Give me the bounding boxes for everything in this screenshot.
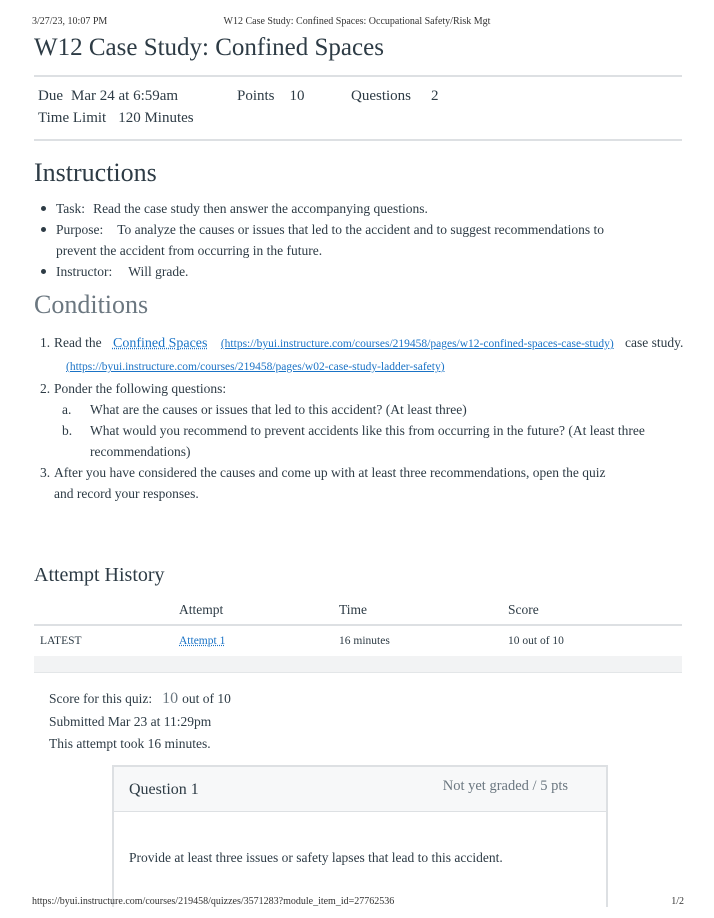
attempt-time: 16 minutes bbox=[333, 625, 502, 657]
score-value: 10 bbox=[162, 690, 179, 707]
time-limit-meta bbox=[38, 110, 194, 127]
step-number: 1. bbox=[40, 335, 51, 350]
print-datetime: 3/27/23, 10:07 PM bbox=[32, 16, 108, 27]
points-label: Points bbox=[237, 88, 275, 104]
question-title: Question 1 bbox=[129, 781, 199, 798]
step2a-text: What are the causes or issues that led to this accident? (At least three) bbox=[90, 402, 467, 417]
instructions-list bbox=[40, 198, 680, 282]
list-item bbox=[40, 378, 685, 399]
confined-spaces-link[interactable]: Confined Spaces bbox=[112, 336, 208, 351]
quiz-score bbox=[49, 690, 231, 708]
ladder-safety-url-link[interactable]: (https://byui.instructure.com/courses/219458/pages/w02-case-study-ladder-safety) bbox=[66, 361, 445, 373]
time-limit-value: 120 Minutes bbox=[118, 110, 194, 126]
instructor-text: Will grade. bbox=[128, 264, 189, 279]
score-label: Score for this quiz: bbox=[49, 691, 153, 706]
due-value: Mar 24 at 6:59am bbox=[71, 88, 179, 104]
column-header bbox=[34, 596, 173, 625]
list-item bbox=[40, 399, 685, 420]
instructions-heading: Instructions bbox=[34, 158, 157, 187]
due-label: Due bbox=[38, 88, 63, 104]
print-page-number: 1/2 bbox=[671, 896, 684, 907]
submitted-time: Submitted Mar 23 at 11:29pm bbox=[49, 714, 212, 729]
due-meta bbox=[38, 88, 178, 105]
column-header: Score bbox=[502, 596, 682, 625]
meta-divider bbox=[34, 139, 682, 141]
questions-value: 2 bbox=[431, 88, 439, 104]
print-url: https://byui.instructure.com/courses/219458/quizzes/3571283?module_item_id=27762536 bbox=[32, 896, 395, 907]
table-footer-band bbox=[34, 656, 682, 673]
time-limit-label: Time Limit bbox=[38, 110, 107, 126]
attempt-row-label: LATEST bbox=[34, 625, 173, 657]
step-number: 3. bbox=[40, 465, 51, 480]
question-header bbox=[114, 767, 606, 812]
list-item bbox=[40, 198, 680, 219]
question-text: Provide at least three issues or safety lapses that lead to this accident. bbox=[129, 850, 503, 865]
questions-meta bbox=[351, 88, 439, 105]
points-meta bbox=[237, 88, 305, 105]
step-letter: a. bbox=[62, 402, 72, 417]
column-header: Time bbox=[333, 596, 502, 625]
list-item bbox=[40, 219, 680, 261]
question-status: Not yet graded / 5 pts bbox=[442, 778, 568, 794]
task-label: Task: bbox=[56, 201, 86, 216]
conditions-heading: Conditions bbox=[34, 290, 149, 319]
purpose-text: To analyze the causes or issues that led to the accident and to suggest recommendations to prevent the accident from occurring in the future. bbox=[56, 222, 605, 258]
attempt-link[interactable]: Attempt 1 bbox=[179, 635, 226, 647]
attempt-duration: This attempt took 16 minutes. bbox=[49, 736, 211, 751]
questions-label: Questions bbox=[351, 88, 411, 104]
column-header: Attempt bbox=[173, 596, 333, 625]
case-study-url-link[interactable]: (https://byui.instructure.com/courses/219458/pages/w12-confined-spaces-case-study) bbox=[220, 338, 614, 350]
print-page-title: W12 Case Study: Confined Spaces: Occupational Safety/Risk Mgt bbox=[223, 16, 491, 27]
task-text: Read the case study then answer the accompanying questions. bbox=[93, 201, 428, 216]
table-header-row bbox=[34, 596, 682, 625]
list-item bbox=[40, 462, 685, 504]
points-value: 10 bbox=[289, 88, 305, 104]
title-divider bbox=[34, 75, 682, 77]
attempt-history-table bbox=[34, 596, 682, 657]
score-total: out of 10 bbox=[182, 691, 231, 706]
step2-text: Ponder the following questions: bbox=[54, 381, 227, 396]
step-number: 2. bbox=[40, 381, 51, 396]
attempt-score: 10 out of 10 bbox=[502, 625, 682, 657]
step3-text: After you have considered the causes and come up with at least three recommendations, open the quiz and record your responses. bbox=[54, 465, 606, 501]
attempt-history-heading: Attempt History bbox=[34, 564, 165, 586]
list-item bbox=[40, 261, 680, 282]
table-row bbox=[34, 625, 682, 657]
instructor-label: Instructor: bbox=[56, 264, 113, 279]
step1-text: Read the bbox=[54, 335, 102, 350]
list-item bbox=[40, 420, 685, 462]
question-card bbox=[112, 765, 608, 907]
step-letter: b. bbox=[62, 423, 73, 438]
purpose-label: Purpose: bbox=[56, 222, 104, 237]
step1-suffix: case study. bbox=[625, 335, 684, 350]
list-item bbox=[40, 332, 685, 378]
conditions-list bbox=[40, 332, 685, 504]
quiz-title: W12 Case Study: Confined Spaces bbox=[34, 34, 384, 61]
step2b-text: What would you recommend to prevent accidents like this from occurring in the future? (At least three recommendations) bbox=[90, 423, 645, 459]
